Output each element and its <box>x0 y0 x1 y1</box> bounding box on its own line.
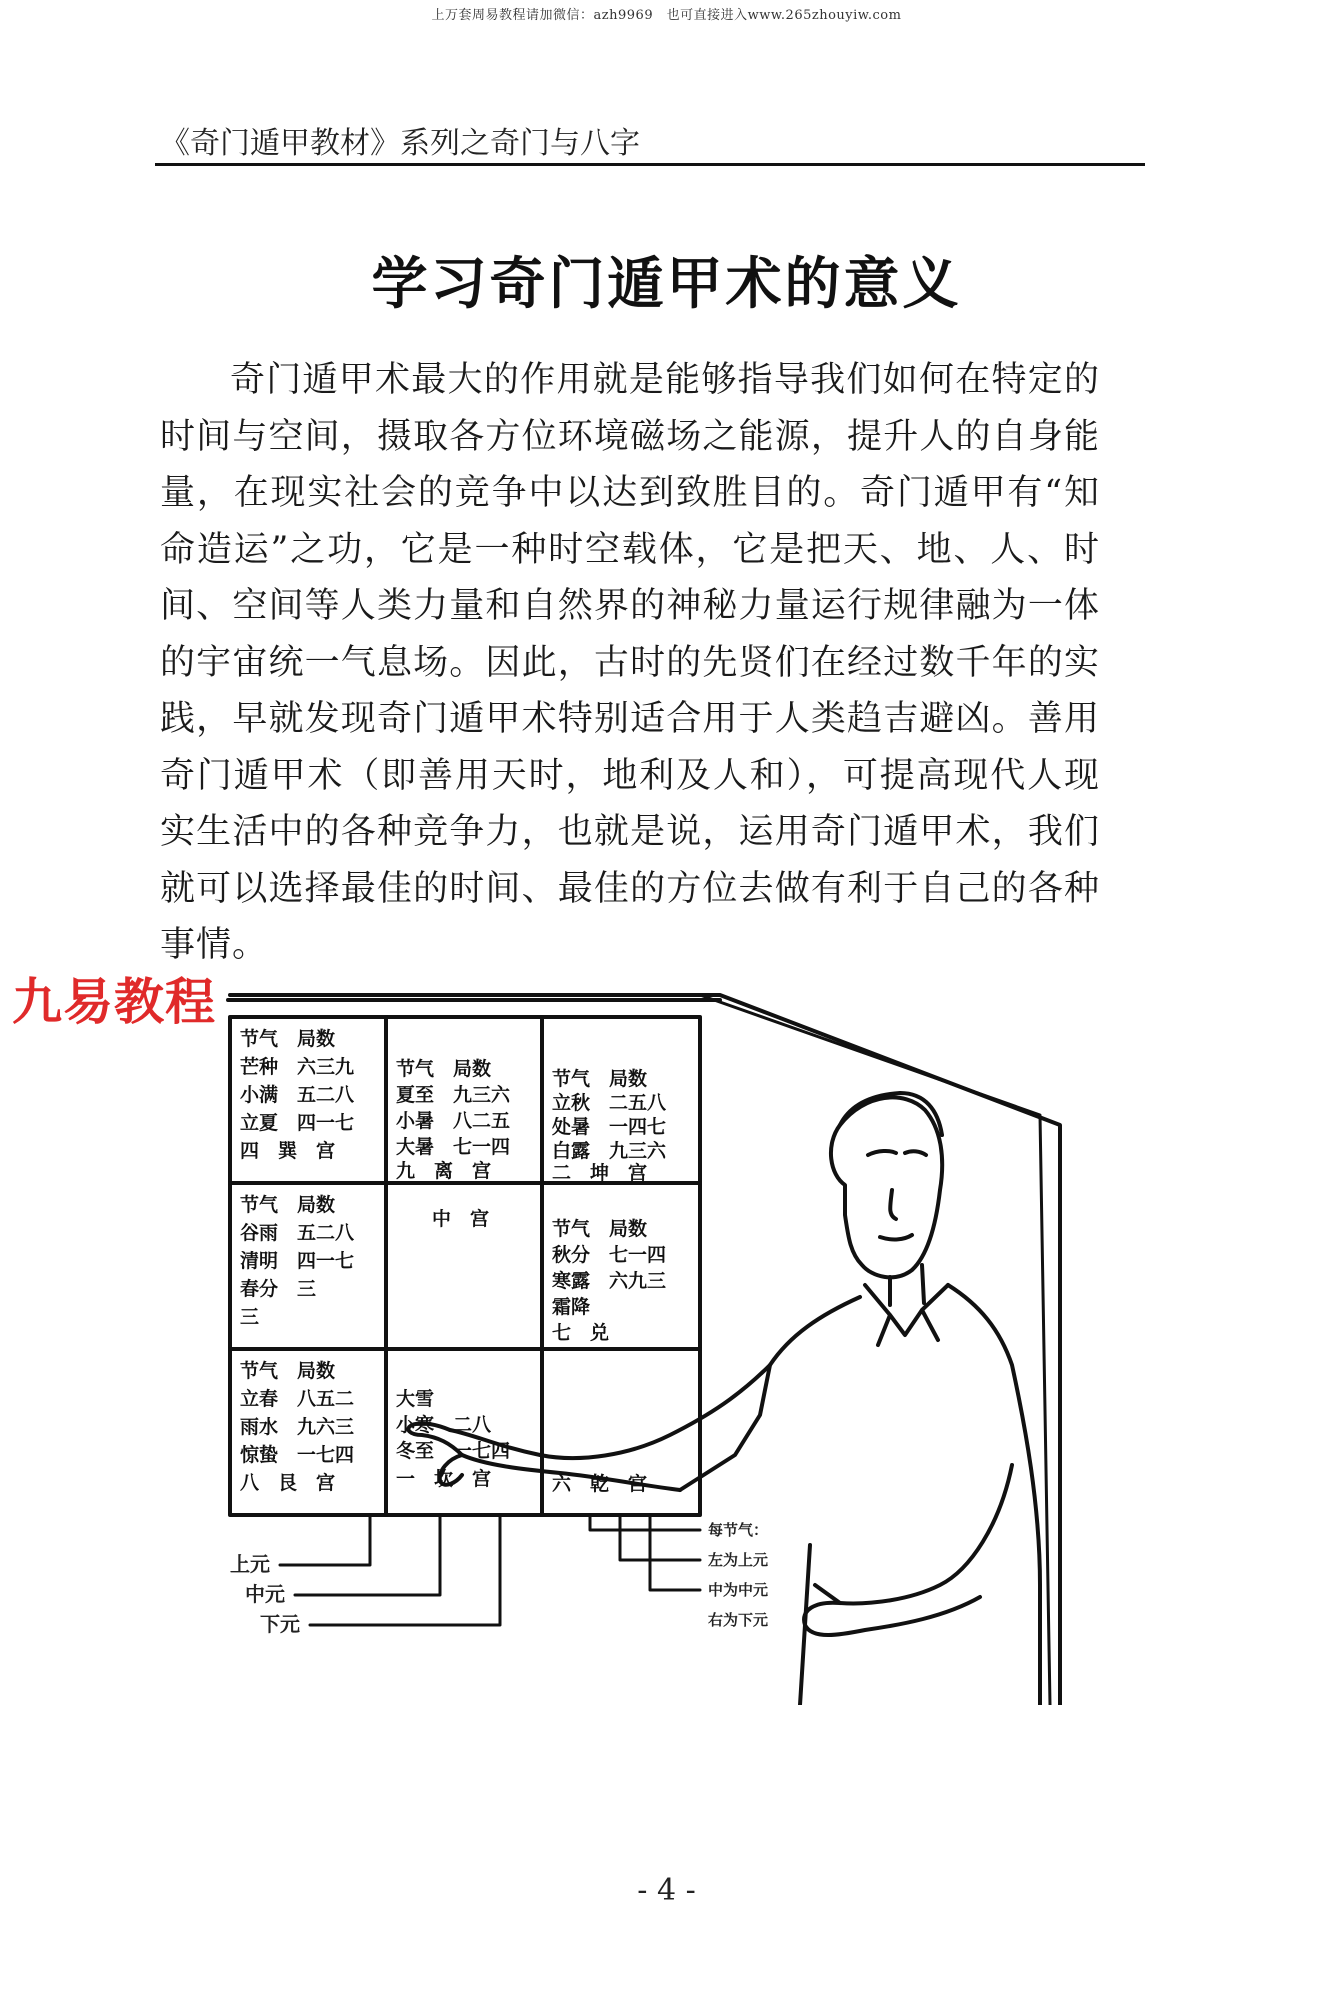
cell-6-line-3: 惊蛰 一七四 <box>240 1444 355 1466</box>
cell-6-line-2: 雨水 九六三 <box>240 1416 355 1438</box>
cell-3-line-4: 三 <box>240 1306 260 1328</box>
label-middle-yuan: 中元 <box>245 1582 285 1606</box>
legend-line-3: 右为下元 <box>708 1611 769 1629</box>
page-title: 学习奇门遁甲术的意义 <box>371 252 962 317</box>
cell-6-line-1: 立春 八五二 <box>240 1388 355 1410</box>
cell-3-line-0: 节气 局数 <box>240 1194 336 1216</box>
teacher-illustration <box>200 985 1100 1705</box>
cell-2-line-2: 处暑 一四七 <box>552 1116 667 1138</box>
cell-3-line-2: 清明 四一七 <box>240 1250 355 1272</box>
cell-0-line-4: 四 巽 宫 <box>240 1140 336 1162</box>
cell-7-line-2: 冬至 一七四 <box>396 1440 511 1462</box>
cell-7-line-3: 一 坎 宫 <box>396 1468 492 1490</box>
cell-6-line-4: 八 艮 宫 <box>240 1472 336 1494</box>
cell-8-line-0: 六 乾 宫 <box>552 1473 648 1495</box>
cell-5-line-2: 寒露 六九三 <box>552 1270 667 1292</box>
cell-0-line-1: 芒种 六三九 <box>240 1056 355 1078</box>
running-header: 《奇门遁甲教材》系列之奇门与八字 <box>160 126 640 161</box>
cell-1-line-2: 小暑 八二五 <box>396 1110 511 1132</box>
cell-7-line-0: 大雪 <box>396 1388 435 1410</box>
cell-2-line-1: 立秋 二五八 <box>552 1092 667 1114</box>
cell-5-line-4: 七 兑 <box>552 1322 610 1344</box>
cell-3-line-1: 谷雨 五二八 <box>240 1222 355 1244</box>
label-lower-yuan: 下元 <box>260 1612 300 1636</box>
cell-2-line-4: 二 坤 宫 <box>552 1162 648 1184</box>
cell-4-line-0: 中 宫 <box>432 1208 490 1230</box>
cell-3-line-3: 春分 三 <box>240 1278 317 1300</box>
label-upper-yuan: 上元 <box>230 1552 270 1576</box>
cell-5-line-0: 节气 局数 <box>552 1218 648 1240</box>
legend-line-1: 左为上元 <box>708 1551 769 1569</box>
cell-0-line-3: 立夏 四一七 <box>240 1112 355 1134</box>
page-number: - 4 - <box>637 1873 696 1908</box>
cell-1-line-3: 大暑 七一四 <box>396 1136 511 1158</box>
header-rule <box>155 163 1145 166</box>
cell-5-line-3: 霜降 <box>552 1296 591 1318</box>
cell-6-line-0: 节气 局数 <box>240 1360 336 1382</box>
legend-line-2: 中为中元 <box>708 1581 769 1599</box>
cell-1-line-0: 节气 局数 <box>396 1058 492 1080</box>
body-paragraph: 奇门遁甲术最大的作用就是能够指导我们如何在特定的时间与空间，摄取各方位环境磁场之能源，提升人的自身能量，在现实社会的竞争中以达到致胜目的。奇门遁甲有“知命造运”之功，它是一种时空载体，它是把天、地、人、时间、空间等人类力量和自然界的神秘力量运行规律融为一体的宇宙统一气息场。因此，古时的先贤们在经过数千年的实践，早就发现奇门遁甲术特别适合用于人类趋吉避凶。善用奇门遁甲术（即善用天时，地利及人和），可提高现代人现实生活中的各种竞争力，也就是说，运用奇门遁甲术，我们就可以选择最佳的时间、最佳的方位去做有利于自己的各种事情。 <box>160 360 1100 965</box>
shirt-collar <box>865 1285 948 1345</box>
cell-5-line-1: 秋分 七一四 <box>552 1244 667 1266</box>
cell-1-line-1: 夏至 九三六 <box>396 1084 511 1106</box>
cell-2-line-0: 节气 局数 <box>552 1068 648 1090</box>
cell-1-line-4: 九 离 宫 <box>396 1160 492 1182</box>
cell-0-line-0: 节气 局数 <box>240 1028 336 1050</box>
watermark: 九易教程 <box>12 973 216 1031</box>
teacher-head <box>831 1097 942 1277</box>
pointing-arm <box>450 1365 770 1490</box>
legend-line-0: 每节气： <box>708 1521 769 1539</box>
cell-2-line-3: 白露 九三六 <box>552 1140 667 1162</box>
cell-0-line-2: 小满 五二八 <box>240 1084 355 1106</box>
teacher-torso <box>680 1285 1040 1705</box>
grid-text <box>239 1027 667 1495</box>
cell-7-line-1: 小寒 二八 <box>396 1414 492 1436</box>
top-banner: 上万套周易教程请加微信：azh9969 也可直接进入www.265zhouyiw.com <box>431 8 902 23</box>
